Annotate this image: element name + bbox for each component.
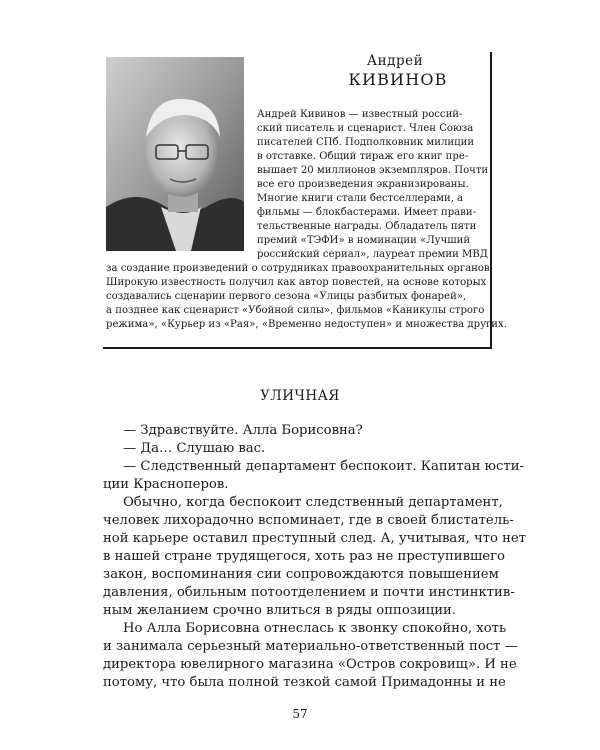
author-bio-line: российский сериал», лауреат премии МВД	[257, 249, 489, 260]
author-bio-line: ский писатель и сценарист. Член Союза	[257, 123, 474, 134]
author-bio-line: в отставке. Общий тираж его книг пре-	[257, 151, 469, 162]
story-line: человек лихорадочно вспоминает, где в своей блистатель-	[103, 513, 514, 528]
author-bio-line: фильмы — блокбастерами. Имеет прави-	[257, 207, 477, 218]
author-bio-line: за создание произведений о сотрудниках правоохранительных органов.	[106, 263, 493, 274]
author-portrait-photo	[106, 57, 244, 251]
author-info-box	[103, 52, 507, 349]
story-line: ной карьере оставил преступный след. А, учитывая, что нет	[103, 531, 527, 546]
story-line: закон, воспоминания сии сопровождаются повышением	[103, 567, 499, 582]
story-line: директора ювелирного магазина «Остров сокровищ». И не	[103, 657, 517, 672]
story-title: УЛИЧНАЯ	[260, 388, 340, 404]
author-portrait-illustration	[106, 57, 244, 251]
story-line: — Следственный департамент беспокоит. Капитан юсти-	[123, 459, 524, 474]
author-bio-line: все его произведения экранизированы.	[257, 179, 469, 190]
story-line: — Да… Слушаю вас.	[123, 441, 266, 456]
author-first-name: Андрей	[366, 53, 424, 69]
story-line: ным желанием срочно влиться в ряды оппозиции.	[103, 603, 456, 618]
author-last-name: КИВИНОВ	[348, 70, 448, 89]
story-line: ции Красноперов.	[103, 477, 229, 492]
author-bio-line: писателей СПб. Подполковник милиции	[257, 137, 475, 148]
author-bio-line: Многие книги стали бестселлерами, а	[257, 193, 464, 204]
author-bio-line: премий «ТЭФИ» в номинации «Лучший	[257, 235, 471, 246]
page-number: 57	[292, 707, 308, 721]
author-bio-line: создавались сценарии первого сезона «Улицы разбитых фонарей»,	[106, 291, 467, 302]
story-line: в нашей стране трудящегося, хоть раз не преступившего	[103, 549, 505, 564]
author-bio-line: режима», «Курьер из «Рая», «Временно недоступен» и множества других.	[106, 319, 507, 330]
author-bio-line: а позднее как сценарист «Убойной силы», фильмов «Каникулы строго	[106, 305, 485, 316]
story-line: — Здравствуйте. Алла Борисовна?	[123, 423, 363, 438]
story-line: давления, обильным потоотделением и почти инстинктив-	[103, 585, 515, 600]
author-bio-line: тельственные награды. Обладатель пяти	[257, 221, 477, 232]
author-bio-line: Широкую известность получил как автор повестей, на основе которых	[106, 277, 487, 288]
story-line: потому, что была полной тезкой самой Примадонны и не	[103, 675, 506, 690]
author-bio-line: вышает 20 миллионов экземпляров. Почти	[257, 165, 489, 176]
story-line: Обычно, когда беспокоит следственный департамент,	[123, 495, 503, 510]
author-bio-line: Андрей Кивинов — известный россий-	[257, 109, 463, 120]
story-line: и занимала серьезный материально-ответственный пост —	[103, 639, 518, 654]
story-line: Но Алла Борисовна отнеслась к звонку спокойно, хоть	[123, 621, 507, 636]
